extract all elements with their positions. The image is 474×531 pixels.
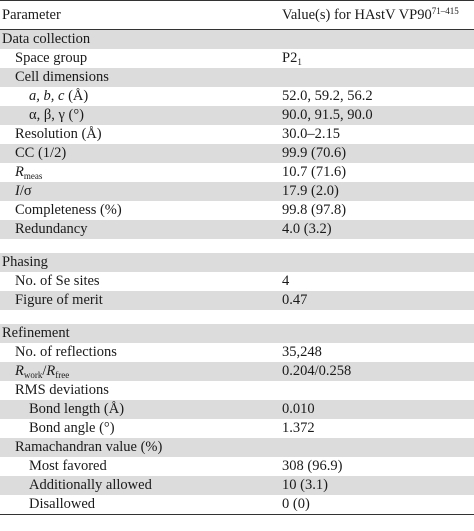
label-text: Ramachandran value (%)	[15, 439, 163, 455]
table-row	[0, 125, 474, 144]
header-parameter: Parameter	[2, 7, 61, 23]
label-text: Redundancy	[15, 221, 88, 237]
row-label	[0, 438, 162, 457]
row-value	[282, 457, 342, 476]
row-value	[282, 144, 346, 163]
value-text: 99.9 (70.6)	[282, 145, 347, 161]
row-label	[0, 220, 87, 239]
label-sub: meas	[23, 171, 43, 181]
row-label	[0, 182, 32, 201]
value-text: 1.372	[282, 420, 315, 436]
spacer-row	[0, 310, 474, 324]
label-rest: (Å)	[64, 88, 89, 104]
label-italic-2: R	[46, 363, 56, 379]
row-label	[0, 457, 107, 476]
row-label	[0, 419, 115, 438]
label-italic: R	[15, 164, 24, 180]
value-text: 30.0–2.15	[282, 126, 340, 142]
section-row	[0, 30, 474, 49]
table-row	[0, 476, 474, 495]
row-label	[0, 144, 66, 163]
row-label	[0, 381, 109, 400]
value-text: 90.0, 91.5, 90.0	[282, 107, 373, 123]
table-row	[0, 343, 474, 362]
value-text: 0 (0)	[282, 496, 310, 512]
section-row	[0, 253, 474, 272]
value-text: 0.47	[282, 292, 308, 308]
value-sub: 1	[297, 57, 302, 67]
row-value	[282, 87, 373, 106]
row-label	[0, 476, 152, 495]
table-row	[0, 201, 474, 220]
label-text: Cell dimensions	[15, 69, 109, 85]
label-text: Disallowed	[29, 496, 96, 512]
value-main: P2	[282, 50, 298, 66]
label-text: Bond angle (°)	[29, 420, 115, 436]
value-text: 99.8 (97.8)	[282, 202, 347, 218]
row-label	[0, 68, 109, 87]
section-label: Data collection	[2, 31, 91, 47]
row-label	[0, 343, 117, 362]
label-sub-2: free	[55, 370, 70, 380]
table-row	[0, 87, 474, 106]
row-value	[282, 201, 346, 220]
row-value	[282, 163, 346, 182]
label-text: Resolution (Å)	[15, 126, 102, 142]
section-label: Refinement	[2, 325, 70, 341]
row-value	[282, 220, 332, 239]
table-row	[0, 419, 474, 438]
row-label	[0, 125, 102, 144]
label-text: Figure of merit	[15, 292, 103, 308]
row-label	[0, 495, 95, 514]
label-rest: /σ	[19, 183, 32, 199]
table-row	[0, 106, 474, 125]
section-row	[0, 324, 474, 343]
row-label	[0, 163, 42, 182]
label-text: No. of reflections	[15, 344, 117, 360]
row-value	[282, 400, 315, 419]
value-text: 10.7 (71.6)	[282, 164, 347, 180]
table-row	[0, 291, 474, 310]
value-text: 308 (96.9)	[282, 458, 343, 474]
label-text: RMS deviations	[15, 382, 109, 398]
table-row	[0, 272, 474, 291]
table-row	[0, 457, 474, 476]
table-row	[0, 144, 474, 163]
row-value	[282, 419, 315, 438]
row-value	[282, 291, 307, 310]
table-row	[0, 400, 474, 419]
table-row	[0, 182, 474, 201]
section-label: Phasing	[2, 254, 48, 270]
table-row	[0, 163, 474, 182]
row-label	[0, 400, 124, 419]
label-text: α, β, γ (°)	[29, 107, 84, 123]
table-row	[0, 49, 474, 68]
row-label	[0, 201, 122, 220]
row-label	[0, 49, 87, 68]
label-mid: /	[42, 363, 47, 379]
label-italic: R	[15, 363, 24, 379]
row-value	[282, 49, 302, 68]
header-values-text: Value(s) for HAstV VP90	[282, 7, 432, 23]
value-text: 17.9 (2.0)	[282, 183, 339, 199]
value-text: 4.0 (3.2)	[282, 221, 332, 237]
value-text: 0.010	[282, 401, 315, 417]
table-row	[0, 68, 474, 87]
label-text: Completeness (%)	[15, 202, 122, 218]
table-row	[0, 438, 474, 457]
row-value	[282, 362, 351, 381]
row-value	[282, 495, 310, 514]
row-value	[282, 476, 328, 495]
header-values-sup: 71–415	[431, 6, 459, 16]
row-label	[0, 291, 103, 310]
table-header	[0, 0, 474, 30]
value-text: 35,248	[282, 344, 322, 360]
row-value	[282, 182, 339, 201]
table-row	[0, 495, 474, 515]
row-value	[282, 106, 373, 125]
value-text: 10 (3.1)	[282, 477, 328, 493]
row-value	[282, 343, 322, 362]
table-row	[0, 220, 474, 239]
label-text: Space group	[15, 50, 88, 66]
label-text: No. of Se sites	[15, 273, 100, 289]
value-text: 52.0, 59.2, 56.2	[282, 88, 373, 104]
label-text: Most favored	[29, 458, 107, 474]
table-row	[0, 381, 474, 400]
table-row	[0, 362, 474, 381]
row-value	[282, 272, 289, 291]
label-sub: work	[23, 370, 43, 380]
label-text: Bond length (Å)	[29, 401, 125, 417]
row-label	[0, 106, 84, 125]
label-italic: a, b, c	[29, 88, 65, 104]
row-label	[0, 272, 100, 291]
label-italic: I	[15, 183, 20, 199]
label-text: CC (1/2)	[15, 145, 67, 161]
value-text: 0.204/0.258	[282, 363, 352, 379]
row-value	[282, 125, 340, 144]
row-label	[0, 362, 69, 381]
value-text: 4	[282, 273, 290, 289]
label-text: Additionally allowed	[29, 477, 152, 493]
header-values	[282, 1, 459, 29]
table-body	[0, 30, 474, 515]
spacer-row	[0, 239, 474, 253]
row-label	[0, 87, 88, 106]
